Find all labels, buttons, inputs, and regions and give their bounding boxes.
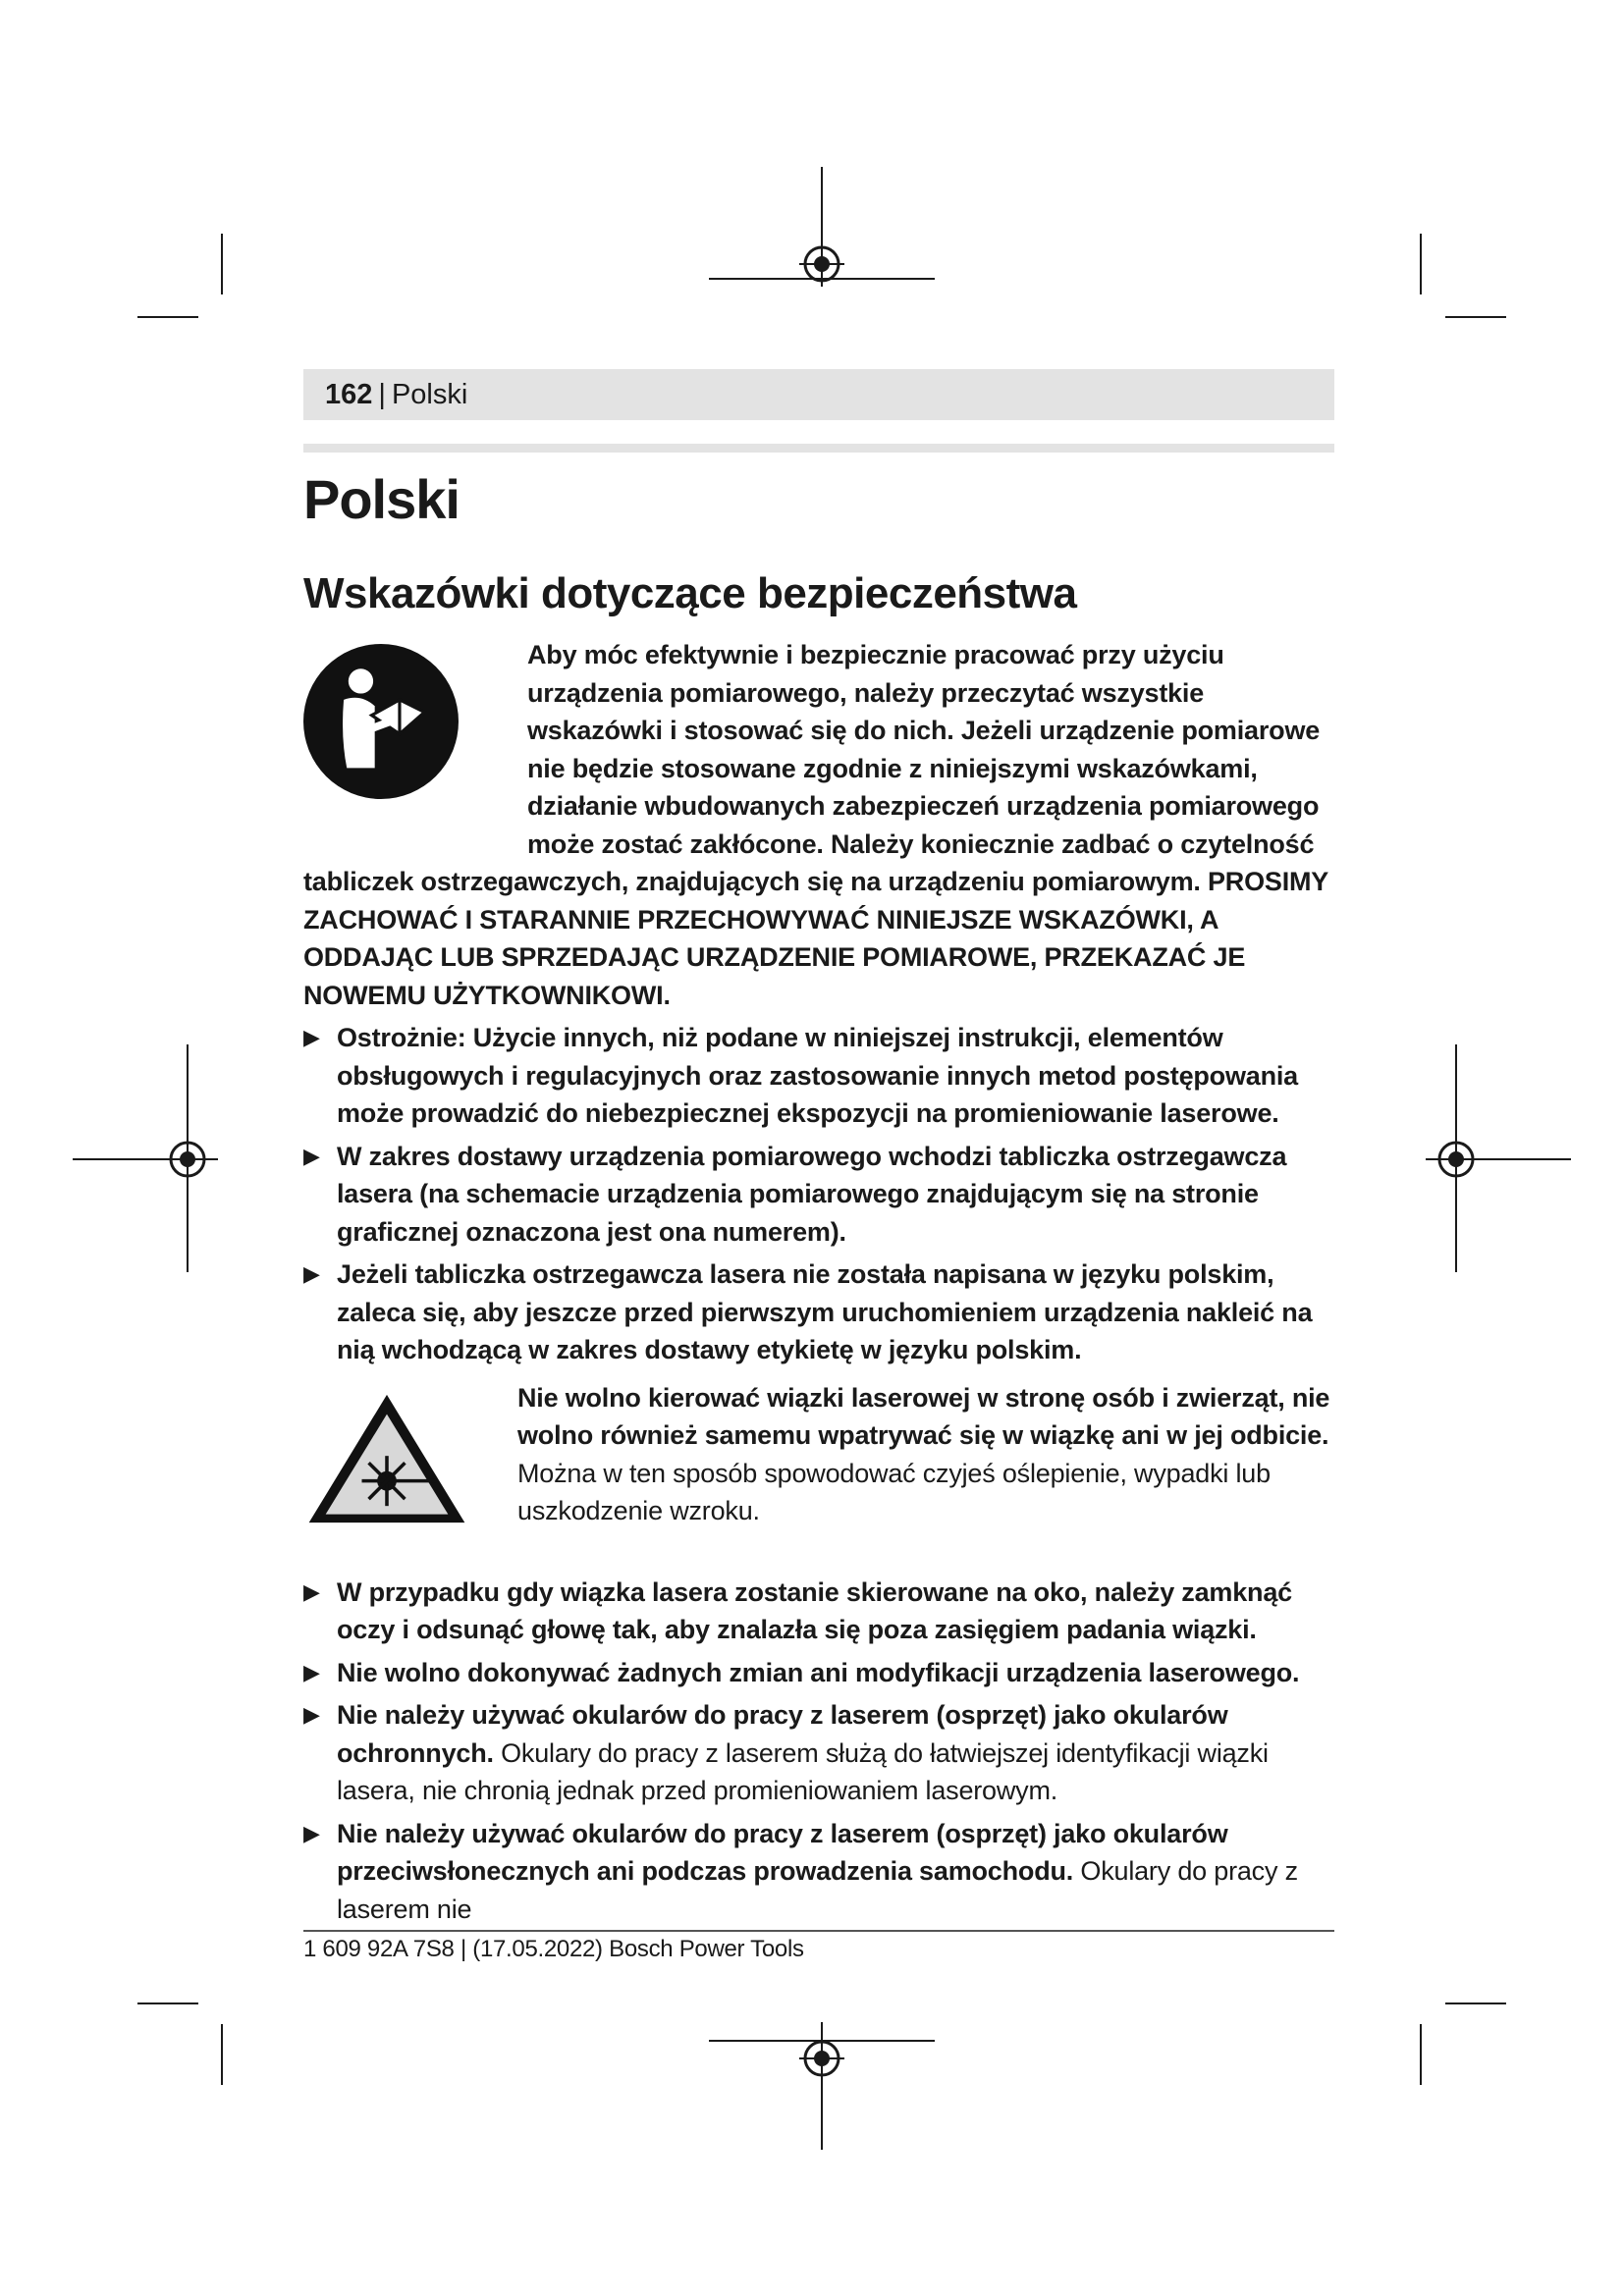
bullet-bold-text: Jeżeli tabliczka ostrzegawcza lasera nie została napisana w języku polskim, zaleca się, aby jeszcze przed pierwszym uruchomieniem urządzenia nakleić na nią wchodzącą w zakres dostawy etykietę w języku polskim. bbox=[337, 1259, 1313, 1364]
bullet-arrow-icon: ▶ bbox=[303, 1025, 320, 1049]
footer-rule bbox=[303, 1930, 1334, 1932]
bullet-arrow-icon: ▶ bbox=[303, 1143, 320, 1168]
bullet-arrow-icon: ▶ bbox=[303, 1578, 320, 1604]
list-item bbox=[303, 1696, 1334, 1810]
laser-warning-text bbox=[517, 1379, 1334, 1546]
bullet-arrow-icon: ▶ bbox=[303, 1820, 320, 1845]
registration-mark-icon bbox=[1434, 1137, 1479, 1182]
bullet-normal-text: Okulary do pracy z laserem nie bbox=[337, 1856, 1298, 1924]
bullet-bold-text: Nie należy używać okularów do pracy z laserem (osprzęt) jako okularów przeciwsłonecznych ani podczas prowadzenia samochodu. bbox=[337, 1818, 1228, 1886]
list-item bbox=[303, 1255, 1334, 1369]
laser-warning-bold: Nie wolno kierować wiązki laserowej w stronę osób i zwierząt, nie wolno również samemu wpatrywać się w wiązkę ani w jej odbicie. bbox=[517, 1382, 1330, 1450]
bullet-arrow-icon: ▶ bbox=[303, 1659, 320, 1684]
bullet-bold-text: Nie wolno dokonywać żadnych zmian ani modyfikacji urządzenia laserowego. bbox=[337, 1657, 1300, 1687]
bullet-arrow-icon: ▶ bbox=[303, 1261, 320, 1286]
list-item bbox=[303, 1019, 1334, 1133]
laser-warning-block bbox=[303, 1379, 1334, 1546]
header-separator: | bbox=[378, 378, 386, 410]
registration-mark-icon bbox=[165, 1137, 210, 1182]
crop-mark bbox=[137, 316, 198, 318]
intro-text: Aby móc efektywnie i bezpiecznie pracować przy użyciu urządzenia pomiarowego, należy przeczytać wszystkie wskazówki i stosować się do nich. Jeżeli urządzenie pomiarowe nie będzie stosowane zgodnie z niniejszymi wskazówkami, działanie wbudowanych zabezpieczeń urządzenia pomiarowego może zostać zakłócone. Należy koniecznie zadbać o czytelność tabliczek ostrzegawczych, znajdujących się na urządzeniu pomiarowym. PROSIMY ZACHOWAĆ I STARANNIE PRZECHOWYWAĆ NINIEJSZE WSKAZÓWKI, A ODDAJĄC LUB SPRZEDAJĄC URZĄDZENIE POMIAROWE, PRZEKAZAĆ JE NOWEMU UŻYTKOWNIKOWI. bbox=[303, 640, 1328, 1010]
page-number: 162 bbox=[325, 378, 373, 410]
crop-mark bbox=[1420, 234, 1422, 294]
page-footer: 1 609 92A 7S8 | (17.05.2022) Bosch Power Tools bbox=[303, 1936, 804, 1962]
bullet-arrow-icon: ▶ bbox=[303, 1702, 320, 1727]
crop-mark bbox=[137, 2002, 198, 2004]
read-manual-icon bbox=[303, 636, 527, 852]
laser-warning-icon bbox=[303, 1379, 517, 1546]
registration-mark-icon bbox=[799, 2036, 844, 2081]
bullet-bold-text: Ostrożnie: Użycie innych, niż podane w niniejszej instrukcji, elementów obsługowych i regulacyjnych oraz zastosowanie innych metod postępowania może prowadzić do niebezpiecznej ekspozycji na promieniowanie laserowe. bbox=[337, 1023, 1298, 1128]
page-title: Polski bbox=[303, 468, 460, 530]
page-header bbox=[303, 369, 1334, 420]
laser-warning-normal: Można w ten sposób spowodować czyjeś oślepienie, wypadki lub uszkodzenie wzroku. bbox=[517, 1458, 1271, 1525]
bullet-normal-text: Okulary do pracy z laserem służą do łatwiejszej identyfikacji wiązki lasera, nie chronią jednak przed promieniowaniem laserowym. bbox=[337, 1737, 1269, 1805]
list-item bbox=[303, 1138, 1334, 1252]
crop-mark bbox=[221, 2024, 223, 2085]
list-item bbox=[303, 1815, 1334, 1929]
crop-mark bbox=[221, 234, 223, 294]
header-rule bbox=[303, 444, 1334, 453]
list-item bbox=[303, 1574, 1334, 1649]
crop-mark bbox=[1420, 2024, 1422, 2085]
intro-paragraph bbox=[303, 636, 1334, 1014]
bullet-bold-text: W zakres dostawy urządzenia pomiarowego wchodzi tabliczka ostrzegawcza lasera (na schemacie urządzenia pomiarowego znajdującym się na stronie graficznej oznaczona jest ona numerem). bbox=[337, 1141, 1287, 1247]
list-item bbox=[303, 1654, 1334, 1692]
main-content bbox=[303, 636, 1334, 1928]
crop-mark bbox=[1445, 316, 1506, 318]
section-heading: Wskazówki dotyczące bezpieczeństwa bbox=[303, 569, 1077, 617]
registration-mark-icon bbox=[799, 241, 844, 287]
crop-mark bbox=[1445, 2002, 1506, 2004]
bullet-bold-text: W przypadku gdy wiązka lasera zostanie skierowane na oko, należy zamknąć oczy i odsunąć głowę tak, aby znalazła się poza zasięgiem padania wiązki. bbox=[337, 1576, 1292, 1644]
bullet-bold-text: Nie należy używać okularów do pracy z laserem (osprzęt) jako okularów ochronnych. bbox=[337, 1700, 1228, 1768]
header-language: Polski bbox=[391, 378, 468, 410]
